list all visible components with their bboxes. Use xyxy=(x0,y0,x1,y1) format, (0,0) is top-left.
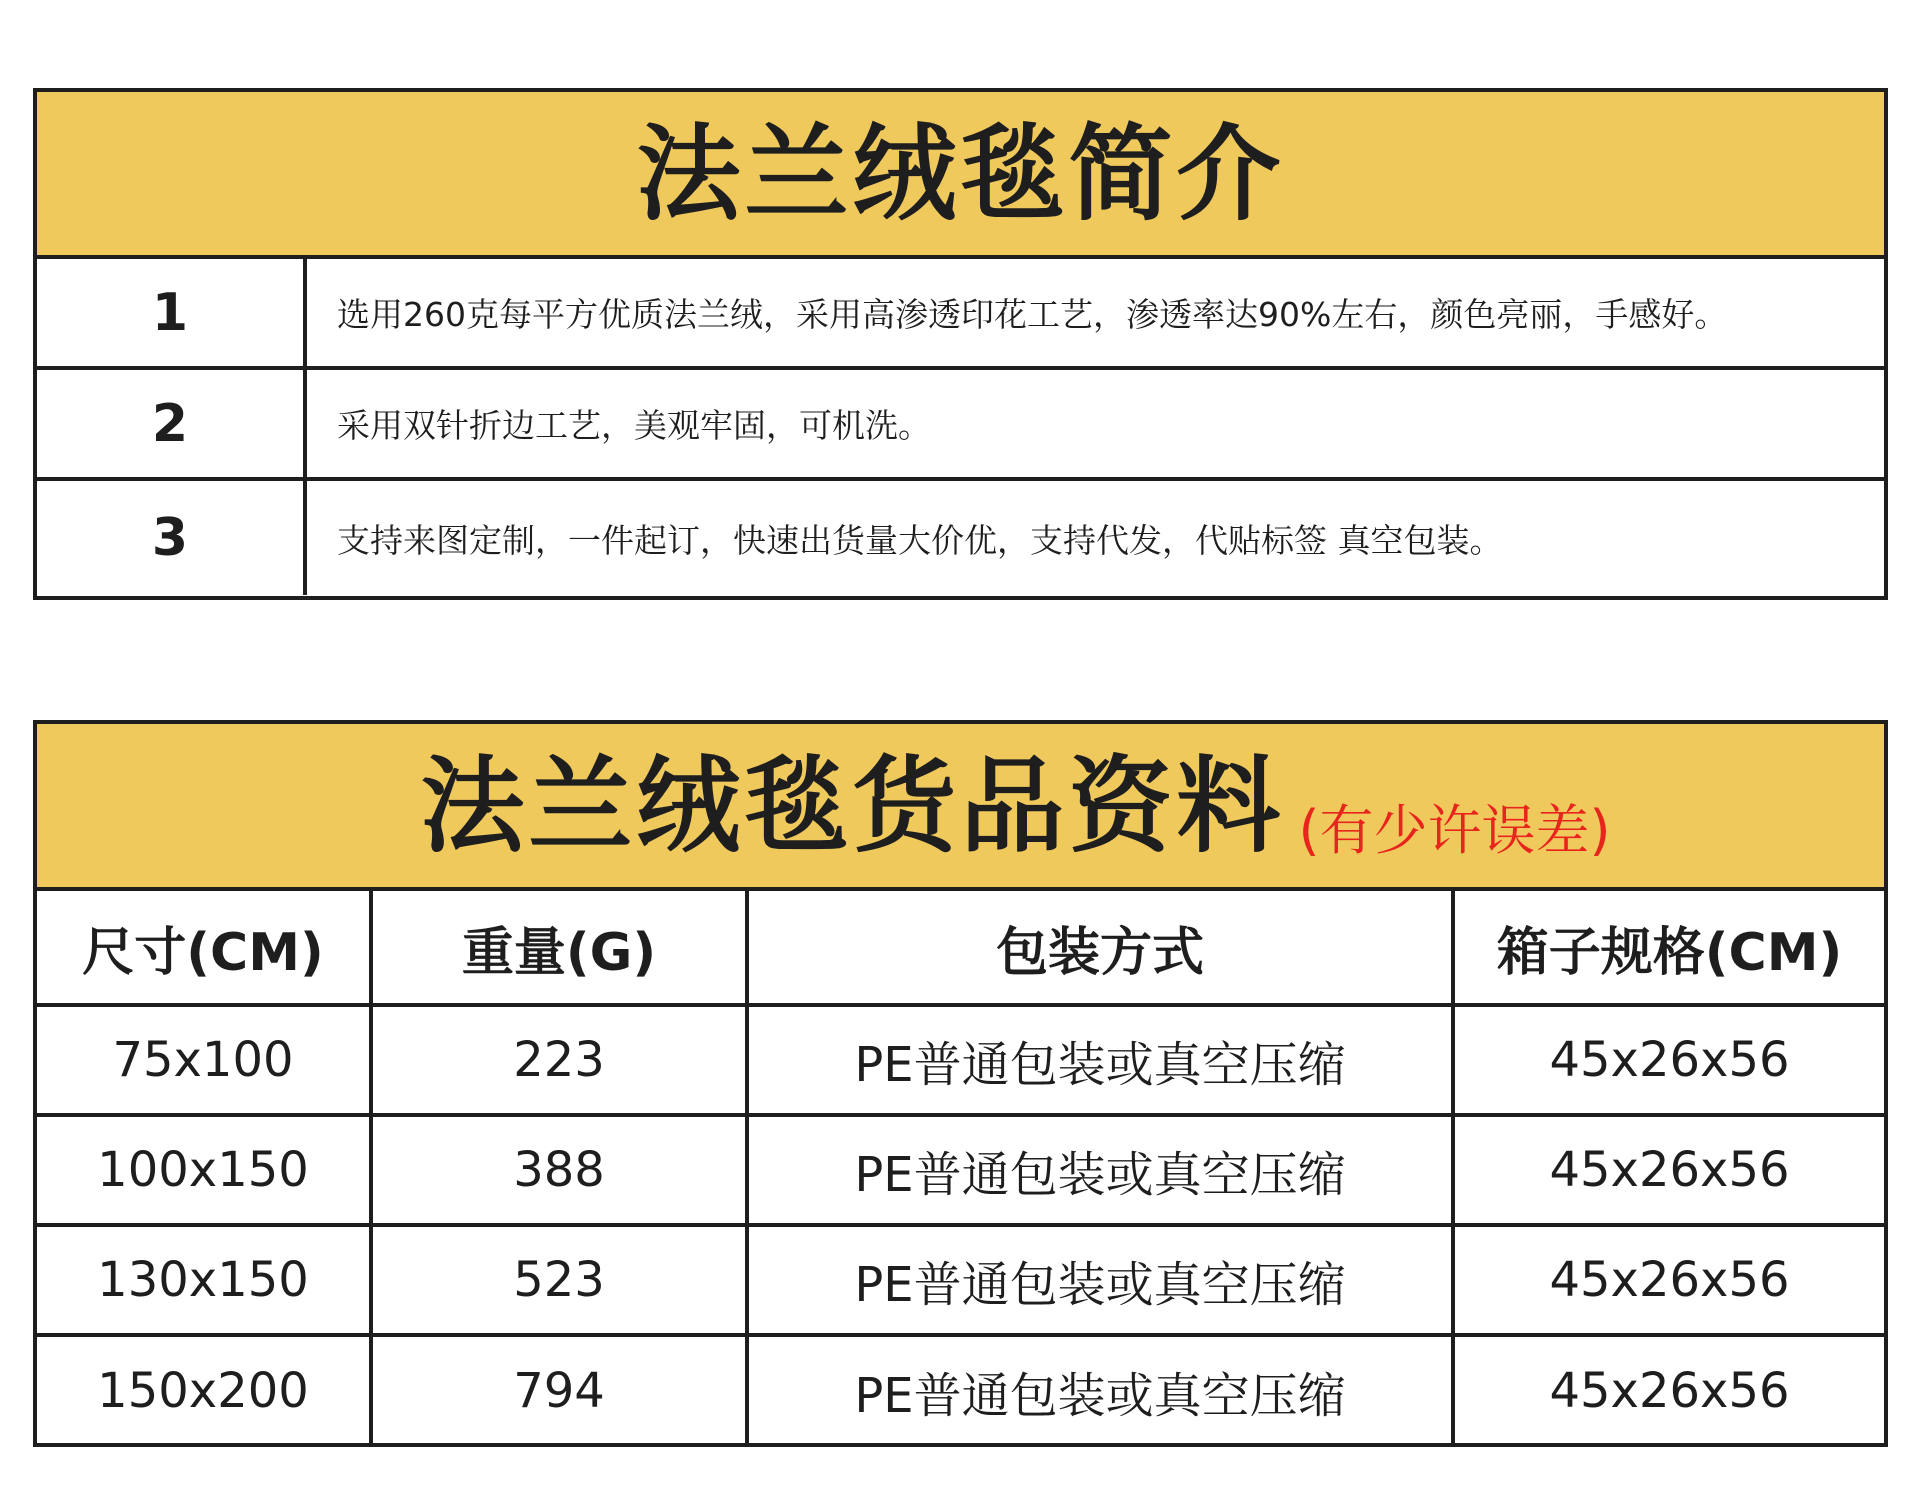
cell-weight: 523 xyxy=(371,1225,747,1335)
intro-row-number: 2 xyxy=(37,370,307,477)
intro-row xyxy=(37,481,1884,595)
spec-header-row xyxy=(37,891,1884,1005)
cell-packaging: PE普通包装或真空压缩 xyxy=(747,1005,1453,1115)
cell-packaging: PE普通包装或真空压缩 xyxy=(747,1225,1453,1335)
cell-weight: 388 xyxy=(371,1115,747,1225)
header-weight: 重量(G) xyxy=(371,891,747,1005)
cell-size: 100x150 xyxy=(37,1115,371,1225)
intro-row-text: 采用双针折边工艺，美观牢固，可机洗。 xyxy=(337,406,931,445)
table-row xyxy=(37,1335,1884,1445)
spec-title-group xyxy=(420,744,1611,867)
intro-row-number: 1 xyxy=(37,259,307,366)
table-row xyxy=(37,1005,1884,1115)
cell-box-size: 45x26x56 xyxy=(1453,1115,1884,1225)
cell-weight: 794 xyxy=(371,1335,747,1445)
spec-tolerance-note: (有少许误差) xyxy=(1298,798,1611,862)
cell-box-size: 45x26x56 xyxy=(1453,1225,1884,1335)
header-packaging: 包装方式 xyxy=(747,891,1453,1005)
intro-row xyxy=(37,259,1884,370)
intro-title: 法兰绒毯简介 xyxy=(636,112,1285,235)
header-box-size: 箱子规格(CM) xyxy=(1453,891,1884,1005)
spec-title: 法兰绒毯货品资料 xyxy=(420,744,1285,867)
intro-row-text: 支持来图定制，一件起订，快速出货量大价优，支持代发，代贴标签 真空包装。 xyxy=(337,520,1503,560)
spec-panel xyxy=(33,720,1888,1447)
cell-size: 75x100 xyxy=(37,1005,371,1115)
cell-box-size: 45x26x56 xyxy=(1453,1005,1884,1115)
header-size: 尺寸(CM) xyxy=(37,891,371,1005)
intro-row-text: 选用260克每平方优质法兰绒，采用高渗透印花工艺，渗透率达90%左右，颜色亮丽，手感好。 xyxy=(337,295,1728,334)
spec-table xyxy=(37,891,1884,1445)
intro-banner xyxy=(37,92,1884,259)
intro-panel xyxy=(33,88,1888,600)
cell-packaging: PE普通包装或真空压缩 xyxy=(747,1115,1453,1225)
cell-size: 150x200 xyxy=(37,1335,371,1445)
intro-row-number: 3 xyxy=(37,481,307,595)
cell-box-size: 45x26x56 xyxy=(1549,1363,1790,1419)
cell-weight: 223 xyxy=(371,1005,747,1115)
spec-banner xyxy=(37,724,1884,891)
cell-size: 130x150 xyxy=(37,1225,371,1335)
cell-packaging: PE普通包装或真空压缩 xyxy=(747,1335,1453,1445)
intro-row xyxy=(37,370,1884,481)
table-row xyxy=(37,1225,1884,1335)
table-row xyxy=(37,1115,1884,1225)
